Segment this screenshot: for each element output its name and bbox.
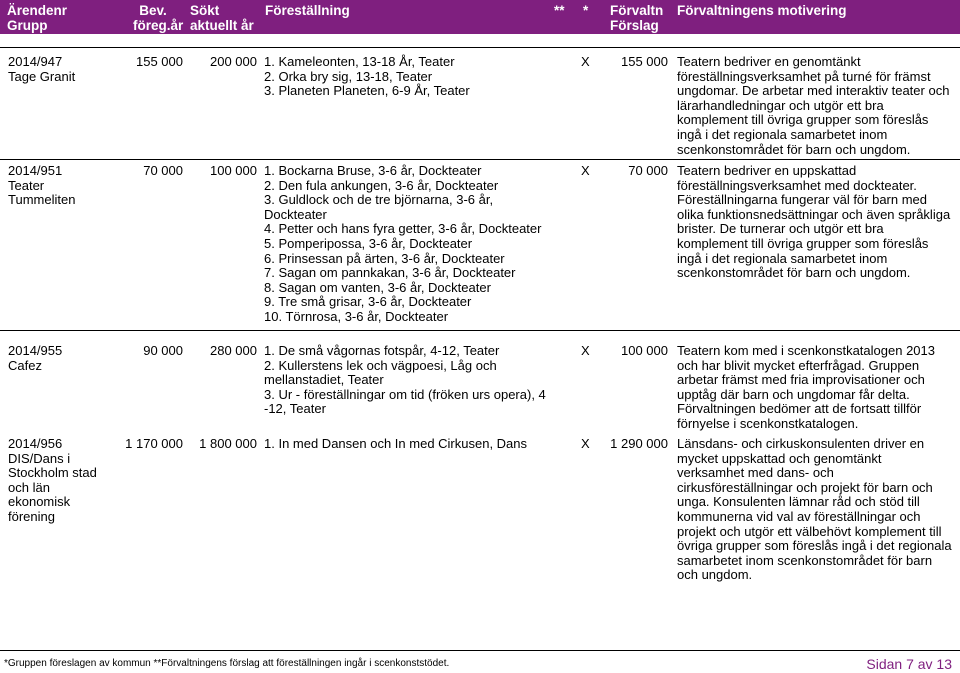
production-item: 2. Orka bry sig, 13-18, Teater [264, 68, 433, 84]
proposed-amount: 1 290 000 [610, 436, 668, 451]
proposal-mark: X [581, 436, 590, 451]
row-divider [0, 47, 960, 48]
production-item: 6. Prinsessan på ärten, 3-6 år, Dockteater [264, 250, 505, 266]
proposal-mark: X [581, 54, 590, 69]
header-star: * [583, 3, 589, 18]
production-item: 2. Den fula ankungen, 3-6 år, Dockteater [264, 177, 499, 193]
proposal-mark: X [581, 343, 590, 358]
production-item: 1. De små vågornas fotspår, 4-12, Teater [264, 343, 500, 358]
previous-grant: 1 170 000 [125, 436, 183, 451]
previous-grant: 155 000 [136, 54, 183, 69]
previous-grant: 70 000 [143, 163, 183, 178]
requested-amount: 200 000 [210, 54, 257, 69]
footnote: *Gruppen föreslagen av kommun **Förvaltningens förslag att föreställningen ingår i scenkonststödet. [4, 658, 450, 669]
case-id: 2014/947 Tage Granit [8, 54, 76, 84]
case-id: 2014/956 DIS/Dans i Stockholm stad och län ekonomisk förening [8, 436, 97, 524]
case-id: 2014/955 Cafez [8, 343, 63, 373]
header-requested: Sökt aktuellt år [190, 3, 254, 33]
header-previous-grant: Bev. föreg.år [133, 3, 184, 33]
proposal-mark: X [581, 163, 590, 178]
motivation-text: Länsdans- och cirkuskonsulenten driver en mycket uppskattad och genomtänkt verksamhet med dans- och cirkusföreställningar och projekt för barn och unga. Konsulenten lämnar råd och stöd till kommunerna vid val av föreställningar och projekt och utgör ett välbehövt komplement till övriga grupper som föreslås ingå i det regionala samarbetet inom scenkonstområdet för barn och ungdom. [677, 436, 952, 583]
page-number: Sidan 7 av 13 [866, 656, 952, 672]
row-divider [0, 159, 960, 160]
production-item: 10. Törnrosa, 3-6 år, Dockteater [264, 308, 449, 324]
row-divider [0, 330, 960, 331]
production-item: 1. Kameleonten, 13-18 År, Teater [264, 54, 455, 69]
proposed-amount: 100 000 [621, 343, 668, 358]
header-double-star: ** [554, 3, 565, 18]
production-list [264, 164, 549, 325]
motivation-text: Teatern bedriver en genomtänkt föreställningsverksamhet på turné för främst ungdomar. De arbetar med interaktiv teater och lärarhandledningar och utgör ett bra komplement till övriga grupper som föreslås ingå i det regionala samarbetet inom scenkonstområdet för barn och ungdom. [677, 54, 950, 157]
motivation-text: Teatern bedriver en uppskattad föreställningsverksamhet med dockteater. Föreställningarna fungerar väl för barn med olika funktionsnedsättningar och även språkliga brister. De turnerar och utgör ett bra komplement till övriga grupper som föreslås ingå i det regionala samarbetet inom scenkonstområdet för barn och ungdom. [677, 163, 951, 281]
header-proposal: Förvaltn Förslag [610, 3, 664, 33]
requested-amount: 100 000 [210, 163, 257, 178]
production-list [264, 437, 564, 452]
production-item: 8. Sagan om vanten, 3-6 år, Dockteater [264, 279, 491, 295]
previous-grant: 90 000 [143, 343, 183, 358]
requested-amount: 280 000 [210, 343, 257, 358]
proposed-amount: 70 000 [628, 163, 668, 178]
production-list [264, 344, 549, 417]
motivation-text: Teatern kom med i scenkonstkatalogen 2013 och har blivit mycket efterfrågad. Gruppen arbetar främst med fria improvisationer och upptåg där barn och ungdomar får delta. Förvaltningen bedömer att de fortsatt tillför förnyelse i scenkonstkatalogen. [677, 343, 935, 431]
production-item: 4. Petter och hans fyra getter, 3-6 år, Dockteater [264, 221, 542, 237]
header-motivation: Förvaltningens motivering [677, 3, 847, 18]
production-item: 3. Planeten Planeten, 6-9 År, Teater [264, 83, 470, 99]
table-header [0, 0, 960, 34]
production-item: 9. Tre små grisar, 3-6 år, Dockteater [264, 294, 472, 310]
case-id: 2014/951 Teater Tummeliten [8, 163, 76, 208]
proposed-amount: 155 000 [621, 54, 668, 69]
requested-amount: 1 800 000 [199, 436, 257, 451]
production-item: 3. Guldlock och de tre björnarna, 3-6 år, Dockteater [264, 192, 494, 222]
production-item: 3. Ur - föreställningar om tid (fröken urs opera), 4 -12, Teater [264, 386, 546, 417]
production-list [264, 55, 549, 99]
header-production: Föreställning [265, 3, 350, 18]
production-item: 5. Pomperipossa, 3-6 år, Dockteater [264, 235, 473, 251]
production-item: 1. In med Dansen och In med Cirkusen, Dans [264, 436, 528, 451]
footer-divider [0, 650, 960, 651]
production-item: 1. Bockarna Bruse, 3-6 år, Dockteater [264, 163, 482, 178]
production-item: 2. Kullerstens lek och vägpoesi, Låg och mellanstadiet, Teater [264, 357, 497, 388]
header-case-number: Ärendenr Grupp [7, 3, 68, 33]
production-item: 7. Sagan om pannkakan, 3-6 år, Dockteater [264, 265, 516, 281]
